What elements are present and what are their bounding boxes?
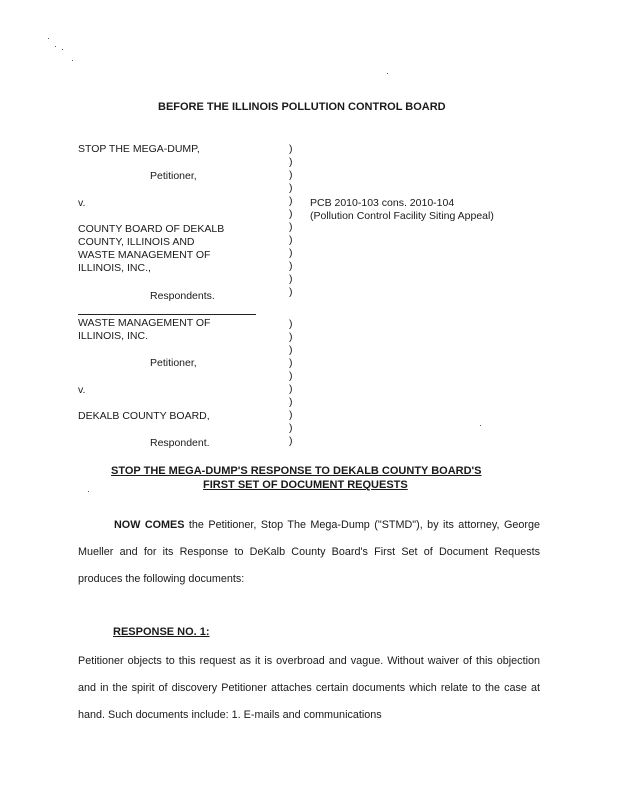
respondent2-name: DEKALB COUNTY BOARD, xyxy=(78,410,210,422)
petitioner-role: Petitioner, xyxy=(150,170,197,182)
caption-parens-bottom: ) ) ) ) ) ) ) ) ) ) xyxy=(289,318,293,447)
caption-divider xyxy=(78,314,256,315)
respondents-role: Respondents. xyxy=(150,290,215,302)
versus-label-2: v. xyxy=(78,384,86,396)
intro-lead: NOW COMES xyxy=(114,519,185,531)
scan-speck xyxy=(55,46,56,47)
intro-paragraph xyxy=(78,512,540,593)
scan-speck xyxy=(62,49,63,50)
scan-speck xyxy=(387,73,388,74)
versus-label: v. xyxy=(78,197,86,209)
petitioner2-role: Petitioner, xyxy=(150,357,197,369)
petitioner2-line: ILLINOIS, INC. xyxy=(78,330,149,342)
respondent2-role: Respondent. xyxy=(150,437,210,449)
document-title: STOP THE MEGA-DUMP'S RESPONSE TO DEKALB COUNTY BOARD'S xyxy=(111,465,482,477)
case-description: (Pollution Control Facility Siting Appeal) xyxy=(310,210,494,222)
petitioner2-line: WASTE MANAGEMENT OF xyxy=(78,317,211,329)
response-heading: RESPONSE NO. 1: xyxy=(113,626,210,638)
intro-text: the Petitioner, Stop The Mega-Dump ("STMD"), by its attorney, George Mueller and for its Response to DeKalb County Board's First Set of Document Requests produces the following documents: xyxy=(78,519,540,585)
scan-speck xyxy=(72,60,73,61)
scan-speck xyxy=(88,491,89,492)
respondent-line: WASTE MANAGEMENT OF xyxy=(78,249,211,261)
respondent-line: COUNTY, ILLINOIS AND xyxy=(78,236,195,248)
case-number: PCB 2010-103 cons. 2010-104 xyxy=(310,197,455,209)
scan-speck xyxy=(480,425,481,426)
response-paragraph: Petitioner objects to this request as it is overbroad and vague. Without waiver of this objection and in the spirit of discovery Petitioner attaches certain documents which relate to the case at hand. Such documents include: 1. E-mails and communications xyxy=(78,655,540,721)
document-subtitle: FIRST SET OF DOCUMENT REQUESTS xyxy=(203,479,408,491)
board-title: BEFORE THE ILLINOIS POLLUTION CONTROL BOARD xyxy=(158,101,446,113)
respondent-line: COUNTY BOARD OF DEKALB xyxy=(78,223,225,235)
caption-parens-top: ) ) ) ) ) ) ) ) ) ) ) ) xyxy=(289,143,293,298)
scan-speck xyxy=(48,38,49,39)
respondent-line: ILLINOIS, INC., xyxy=(78,262,151,274)
petitioner-name: STOP THE MEGA-DUMP, xyxy=(78,143,200,155)
